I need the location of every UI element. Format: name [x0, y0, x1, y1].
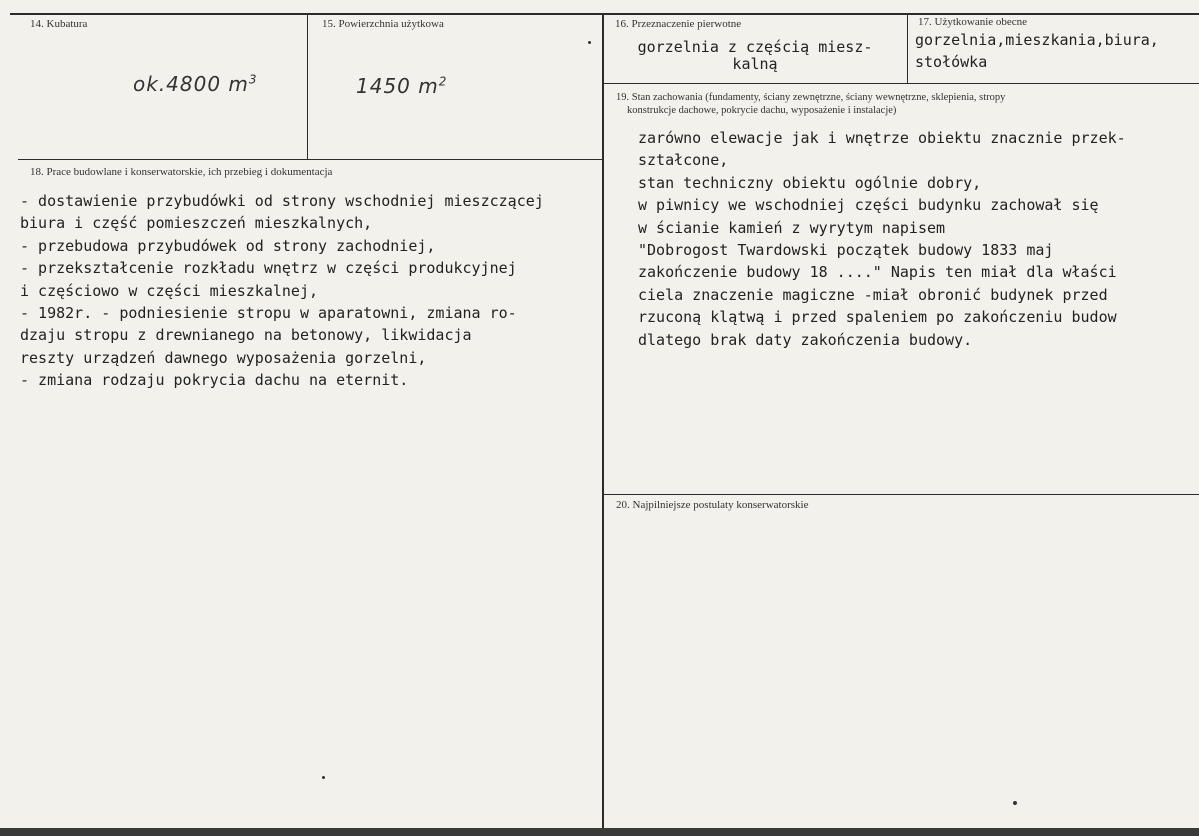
prace-line: biura i część pomieszczeń mieszkalnych, — [20, 214, 373, 233]
stan-line: zakończenie budowy 18 ...." Napis ten miał dla właści — [638, 263, 1117, 282]
field-label-postulaty: 20. Najpilniejsze postulaty konserwatorskie — [616, 499, 809, 511]
field-label-przeznaczenie: 16. Przeznaczenie pierwotne — [615, 18, 742, 30]
stan-line: zarówno elewacje jak i wnętrze obiektu znacznie przek- — [638, 129, 1126, 147]
paper-speck — [1013, 801, 1017, 805]
paper-speck — [588, 41, 591, 44]
paper-speck — [322, 776, 325, 779]
prace-line: - przebudowa przybudówek od strony zachodniej, — [20, 236, 436, 255]
scan-bottom-edge — [0, 828, 1199, 836]
field-label-stan-line-1: 19. Stan zachowania (fundamenty, ściany zewnętrzne, ściany wewnętrzne, sklepienia, stropy — [616, 92, 1006, 103]
divider-v-16-17 — [907, 13, 908, 83]
powierzchnia-value-text: 1450 m — [356, 74, 439, 98]
prace-line: - przekształcenie rozkładu wnętrz w części produkcyjnej — [20, 259, 517, 278]
prace-line: - zmiana rodzaju pokrycia dachu na eternit. — [20, 371, 409, 390]
prace-line: dzaju stropu z drewnianego na betonowy, likwidacja — [20, 326, 472, 345]
kubatura-value — [133, 72, 258, 96]
powierzchnia-unit-exponent: 2 — [438, 74, 448, 89]
kubatura-value-text: ok.4800 m — [133, 72, 249, 96]
divider-h-above-19 — [603, 83, 1199, 84]
stan-line: w ścianie kamień z wyrytym napisem — [638, 218, 946, 237]
prace-line: - dostawienie przybudówki od strony wschodniej mieszczącej — [20, 192, 544, 210]
field-label-powierzchnia: 15. Powierzchnia użytkowa — [322, 18, 444, 30]
stan-line: stan techniczny obiektu ogólnie dobry, — [638, 173, 982, 192]
prace-line: i częściowo w części mieszkalnej, — [20, 281, 319, 300]
stan-line: ciela znaczenie magiczne -miał obronić budynek przed — [638, 285, 1108, 304]
prace-line: reszty urządzeń dawnego wyposażenia gorzelni, — [20, 348, 427, 367]
field-label-kubatura: 14. Kubatura — [30, 18, 88, 30]
divider-v-14-15 — [307, 13, 308, 160]
przeznaczenie-line-2: kalną — [732, 55, 778, 73]
stan-line: rzuconą klątwą i przed spaleniem po zakończeniu budow — [638, 308, 1117, 327]
field-label-stan-line-2: konstrukcje dachowe, pokrycie dachu, wyposażenie i instalacje) — [627, 105, 897, 116]
prace-list — [20, 190, 544, 392]
top-border — [10, 13, 1199, 15]
stan-list — [638, 127, 1126, 351]
przeznaczenie-line-1: gorzelnia z częścią miesz- — [637, 38, 873, 56]
stan-line: "Dobrogost Twardowski początek budowy 1833 maj — [638, 241, 1054, 260]
uzytkowanie-line-2: stołówka — [915, 53, 988, 71]
field-label-prace: 18. Prace budowlane i konserwatorskie, ich przebieg i dokumentacja — [30, 166, 333, 178]
kubatura-unit-exponent: 3 — [248, 72, 258, 87]
divider-h-above-18 — [18, 159, 603, 160]
field-label-uzytkowanie: 17. Użytkowanie obecne — [918, 16, 1028, 28]
divider-h-above-20 — [603, 494, 1199, 495]
stan-line: w piwnicy we wschodniej części budynku zachował się — [638, 196, 1099, 215]
stan-line: dlatego brak daty zakończenia budowy. — [638, 330, 973, 349]
prace-line: - 1982r. - podniesienie stropu w aparatowni, zmiana ro- — [20, 304, 517, 323]
powierzchnia-value — [356, 74, 447, 98]
stan-line: ształcone, — [638, 151, 729, 170]
divider-v-main — [602, 13, 604, 828]
uzytkowanie-line-1: gorzelnia,mieszkania,biura, — [915, 31, 1159, 49]
